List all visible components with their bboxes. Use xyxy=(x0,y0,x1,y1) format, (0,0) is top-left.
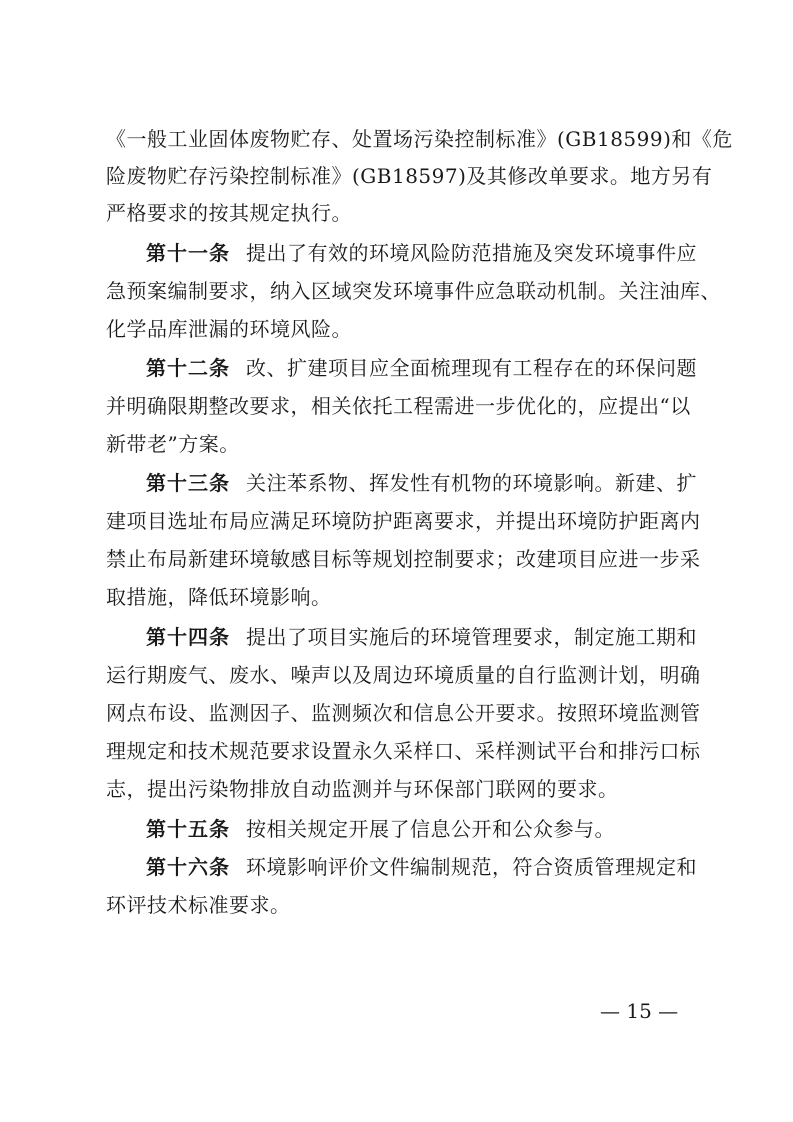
body-line: 环评技术标准要求。 xyxy=(106,893,291,917)
body-line: 新带老”方案。 xyxy=(106,432,240,456)
body-line: 志，提出污染物排放自动监测并与环保部门联网的要求。 xyxy=(106,777,619,801)
article-12: 第十二条 改、扩建项目应全面梳理现有工程存在的环保问题 xyxy=(146,356,697,380)
article-13: 第十三条 关注苯系物、挥发性有机物的环境影响。新建、扩 xyxy=(146,471,697,495)
article-heading: 第十六条 xyxy=(146,855,230,879)
article-15: 第十五条 按相关规定开展了信息公开和公众参与。 xyxy=(146,817,615,841)
article-heading: 第十四条 xyxy=(146,625,230,649)
body-line: 运行期废气、废水、噪声以及周边环境质量的自行监测计划，明确 xyxy=(106,663,701,687)
article-11: 第十一条 提出了有效的环境风险防范措施及突发环境事件应 xyxy=(146,241,697,265)
body-line: 禁止布局新建环境敏感目标等规划控制要求；改建项目应进一步采 xyxy=(106,547,701,571)
body-line: 急预案编制要求，纳入区域突发环境事件应急联动机制。关注油库、 xyxy=(106,279,721,303)
body-line: 险废物贮存污染控制标准》(GB18597)及其修改单要求。地方另有 xyxy=(106,164,713,188)
body-line: 《一般工业固体废物贮存、处置场污染控制标准》(GB18599)和《危 xyxy=(106,127,733,151)
article-heading: 第十五条 xyxy=(146,817,230,841)
page-number: — 15 — xyxy=(600,999,679,1023)
body-line: 化学品库泄漏的环境风险。 xyxy=(106,317,352,341)
body-line: 网点布设、监测因子、监测频次和信息公开要求。按照环境监测管 xyxy=(106,701,701,725)
article-heading: 第十二条 xyxy=(146,356,230,380)
article-heading: 第十一条 xyxy=(146,241,230,265)
article-16: 第十六条 环境影响评价文件编制规范，符合资质管理规定和 xyxy=(146,855,697,879)
body-line: 并明确限期整改要求，相关依托工程需进一步优化的，应提出“以 xyxy=(106,394,691,418)
body-line: 建项目选址布局应满足环境防护距离要求，并提出环境防护距离内 xyxy=(106,509,701,533)
article-heading: 第十三条 xyxy=(146,471,230,495)
body-line: 理规定和技术规范要求设置永久采样口、采样测试平台和排污口标 xyxy=(106,739,701,763)
body-line: 严格要求的按其规定执行。 xyxy=(106,201,352,225)
body-line: 取措施，降低环境影响。 xyxy=(106,585,332,609)
article-14: 第十四条 提出了项目实施后的环境管理要求，制定施工期和 xyxy=(146,625,697,649)
